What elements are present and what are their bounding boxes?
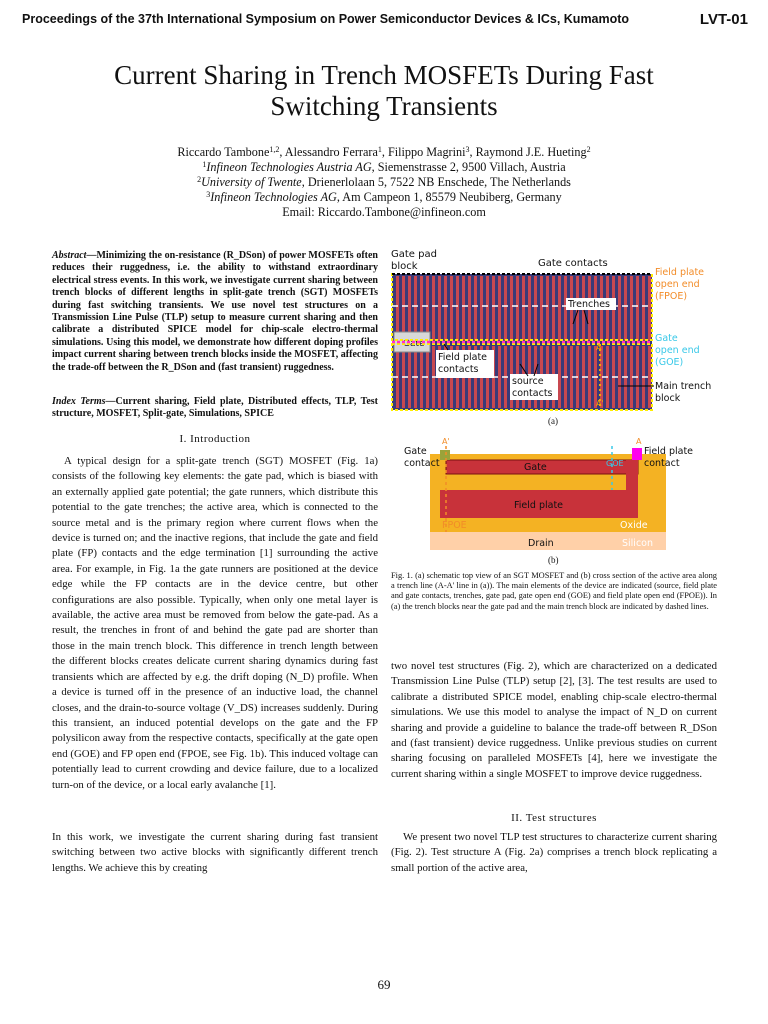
section-heading-introduction: I. Introduction (179, 433, 251, 445)
label-gate-pad-block-1: Gate pad (391, 249, 437, 260)
trench-stripe (432, 276, 435, 340)
label-trenches: Trenches (568, 299, 611, 310)
right-paragraph-1: two novel test structures (Fig. 2), which are characterized on a dedicated Transmission Line Pulse (TLP) setup [2], [3]. The test results are used to calibrate a distributed SPICE model, enabling chip-scale electro-thermal simulations. We use this model to analyse the impact of N_D on current sharing and provide a guideline to balance the trade-off between R_DSon and (fast transient) device ruggedness. Unlike previous studies on current sharing focusing on paralleled MOSFETs [4], here we investigate the current sharing within a single MOSFET to improve device ruggedness. (391, 660, 717, 780)
trench-stripe (486, 276, 489, 340)
author-block (60, 145, 708, 220)
author-affiliation-mark: 1,2 (269, 145, 280, 154)
label-gate-contact-1: Gate (404, 446, 427, 457)
label-fpoe-2: open end (655, 279, 700, 290)
index-terms (52, 396, 378, 421)
affiliation-name: University of Twente (201, 175, 302, 189)
trench-stripe (444, 276, 447, 340)
trench-stripe (498, 346, 501, 408)
field-plate-riser (626, 460, 638, 518)
trench-stripe (450, 276, 453, 340)
conference-name: Proceedings of the 37th International Symposium on Power Semiconductor Devices & ICs, Kumamoto (22, 12, 630, 26)
label-fpoe-1: Field plate (655, 267, 705, 278)
trench-stripe (636, 276, 639, 340)
label-a-prime: A' (442, 437, 450, 446)
trench-stripe (540, 276, 543, 340)
label-goe: GOE (606, 459, 624, 468)
label-gate-contacts: Gate contacts (538, 258, 608, 269)
right-paragraph-2: We present two novel TLP test structures to characterize current sharing (Fig. 2). Test structure A (Fig. 2a) comprises a trench block replicating a small portion of the active area, (391, 831, 717, 874)
label-source-contacts-1: source (512, 376, 544, 387)
gate-pad-label: Gate (403, 339, 425, 349)
affiliation-address: , Drienerlolaan 5, 7522 NB Enschede, The Netherlands (301, 175, 571, 189)
trench-stripe (474, 276, 477, 340)
affiliation-name: Infineon Technologies Austria AG (206, 160, 372, 174)
trench-stripe (510, 276, 513, 340)
author-name: Filippo Magrini (387, 145, 466, 159)
trench-stripe (516, 276, 519, 340)
index-terms-label: Index Terms (52, 396, 106, 407)
cut-label-a: A (596, 343, 602, 352)
abstract-text: —Minimizing the on-resistance (R_DSon) of power MOSFETs often reduces their ruggedness, i.e. the ability to withstand extraordinary electrical stress events. In this work, we investigate current sharing between trench blocks of different lengths in split-gate trench (SGT) MOSFETs during fast switching transients. We use novel test structures on a Transmission Line Pulse (TLP) setup to measure current sharing and then calibrate a distributed SPICE model for chip-scale electro-thermal simulations. Using this model, we demonstrate how different doping profiles impact current sharing between trench blocks inside the MOSFET, affecting the trade-off between the R_DSon and (fast transient) ruggedness. (52, 250, 378, 373)
label-main-block-2: block (655, 393, 681, 404)
trench-stripe (618, 346, 621, 408)
trench-stripe (420, 276, 423, 340)
section-heading-test-structures: II. Test structures (511, 812, 597, 824)
abstract-label: Abstract (52, 250, 87, 261)
cut-label-a-prime: A' (596, 399, 604, 408)
label-a: A (636, 437, 642, 446)
trench-stripe (648, 346, 651, 408)
label-goe-3: (GOE) (655, 357, 684, 368)
trench-stripe (408, 346, 411, 408)
affiliation-mark: 1 (202, 160, 207, 169)
label-fpoe-3: (FPOE) (655, 291, 688, 302)
label-fp-contact-1: Field plate (644, 446, 694, 457)
author-affiliation-mark: 1 (377, 145, 382, 154)
page-number: 69 (377, 977, 391, 992)
figure-1-caption: Fig. 1. (a) schematic top view of an SGT MOSFET and (b) cross section of the active area along a trench line (A-A' line in (a)). The main elements of the device are indicated (source, field plate and gate contacts, trenches, gate pad, gate open end (GOE) and field plate open end (FPOE)). In (a) the trench blocks near the gate pad and the main trench block are indicated by dashed lines. (391, 571, 717, 611)
label-silicon: Silicon (622, 538, 654, 549)
trench-stripe (498, 276, 501, 340)
author-name: Raymond J.E. Hueting (475, 145, 587, 159)
trench-stripe (414, 276, 417, 340)
trench-stripe (438, 276, 441, 340)
fp-contact-block (632, 448, 642, 460)
title-line-2: Switching Transients (270, 91, 498, 121)
title-line-1: Current Sharing in Trench MOSFETs During Fast (114, 60, 654, 90)
running-header (22, 12, 748, 32)
figure-1a-top-view (388, 246, 718, 414)
affiliation-1 (60, 160, 708, 175)
label-main-block-1: Main trench (655, 381, 712, 392)
label-goe-2: open end (655, 345, 700, 356)
trench-stripe (480, 276, 483, 340)
index-terms-text: —Current sharing, Field plate, Distributed effects, TLP, Test structure, MOSFET, Split-gate, Simulations, SPICE (52, 396, 378, 420)
trench-stripe (648, 276, 651, 340)
affiliation-2 (60, 175, 708, 190)
affiliation-mark: 2 (197, 175, 202, 184)
trench-stripe (552, 276, 555, 340)
trench-stripe (630, 276, 633, 340)
affiliation-name: Infineon Technologies AG (210, 190, 337, 204)
label-drain: Drain (528, 538, 554, 549)
figure-1b-cross-section (400, 436, 700, 556)
trench-stripe (504, 276, 507, 340)
author-affiliation-mark: 2 (586, 145, 591, 154)
author-name: Riccardo Tambone (177, 145, 270, 159)
label-fp-contact-2: contact (644, 458, 680, 469)
trench-stripe (468, 276, 471, 340)
label-source-contacts-2: contacts (512, 388, 553, 399)
abstract (52, 250, 378, 374)
affiliation-address: , Siemenstrasse 2, 9500 Villach, Austria (371, 160, 566, 174)
trench-stripe (408, 276, 411, 340)
affiliation-3 (60, 190, 708, 205)
trench-stripe (402, 276, 405, 340)
label-fp-contacts-2: contacts (438, 364, 479, 375)
affiliation-address: , Am Campeon 1, 85579 Neubiberg, Germany (336, 190, 562, 204)
trench-stripe (642, 276, 645, 340)
author-affiliation-mark: 3 (465, 145, 470, 154)
intro-paragraph-1: A typical design for a split-gate trench (SGT) MOSFET (Fig. 1a) consists of the following key elements: the gate pad, which is biased with an externally applied gate potential; the gate runners, which distribute this potential to the gate trenches; the active area, which is connected to the source metal and is the primary region where current flows when the device is turned on; and the inactive regions, that include the gate and field plate (FP) contacts and the edge termination [1] surrounding the active area. For example, in Fig. 1a the gate runners are positioned at the device edge while the FP contacts are in the device centre, but other configurations are also possible. Typically, when only one metal layer is available, the active area must be removed from below the gate-pad. As a result, the trenches in front of and behind the gate pad are shorter than those in the main trench block. This difference in trench length between the different blocks creates delicate current sharing dynamics during fast transients which are affected by e.g. the drift doping (N_D) profile. When a device is turned off in the presence of an inductive load, the channel closes, and the drain-to-source voltage (V_DS) increases suddenly. During this transient, an induced potential develops on the gate and the FP polysilicon away from the respective contacts, specifically at the gate open end (GOE) and FP open end (FPOE, see Fig. 1b). This induced voltage can potentially lead to current crowding and device failure, due to a localized turn-on of the device, or a local early avalanche [1]. (52, 455, 378, 791)
trench-stripe (462, 276, 465, 340)
label-gate-pad-block-2: block (391, 261, 418, 272)
intro-paragraph-2: In this work, we investigate the current sharing during fast transient switching between two active blocks with significantly different trench lengths. We achieve this by creating (52, 831, 378, 874)
trench-stripe (456, 276, 459, 340)
trench-stripe (528, 276, 531, 340)
label-gate: Gate (524, 462, 547, 473)
trench-stripe (588, 346, 591, 408)
label-fp-contacts-1: Field plate (438, 352, 488, 363)
trench-stripe (492, 276, 495, 340)
trench-stripe (396, 276, 399, 340)
trench-stripe (534, 276, 537, 340)
trench-stripe (618, 276, 621, 340)
trench-stripe (546, 276, 549, 340)
label-goe-1: Gate (655, 333, 678, 344)
label-gate-contact-2: contact (404, 458, 440, 469)
author-email: Email: Riccardo.Tambone@infineon.com (282, 205, 486, 219)
trench-stripe (426, 276, 429, 340)
trench-stripe (558, 276, 561, 340)
trench-stripe (522, 276, 525, 340)
label-fpoe: FPOE (442, 520, 467, 531)
paper-code: LVT-01 (699, 11, 748, 28)
figure-1a-label: (a) (548, 416, 558, 426)
label-field-plate: Field plate (514, 500, 564, 511)
author-name: Alessandro Ferrara (284, 145, 378, 159)
gate-contact-block (440, 450, 450, 460)
label-oxide: Oxide (620, 520, 648, 531)
affiliation-mark: 3 (206, 190, 211, 199)
trench-stripe (624, 276, 627, 340)
trench-stripe (558, 346, 561, 408)
paper-title (40, 60, 728, 122)
author-names: Riccardo Tambone$^{1,2}$, Alessandro Ferrara$^1$, Filippo Magrini$^3$, Raymond J.E. Hueting$^2$ (177, 145, 591, 159)
figure-1b-label: (b) (548, 555, 559, 565)
